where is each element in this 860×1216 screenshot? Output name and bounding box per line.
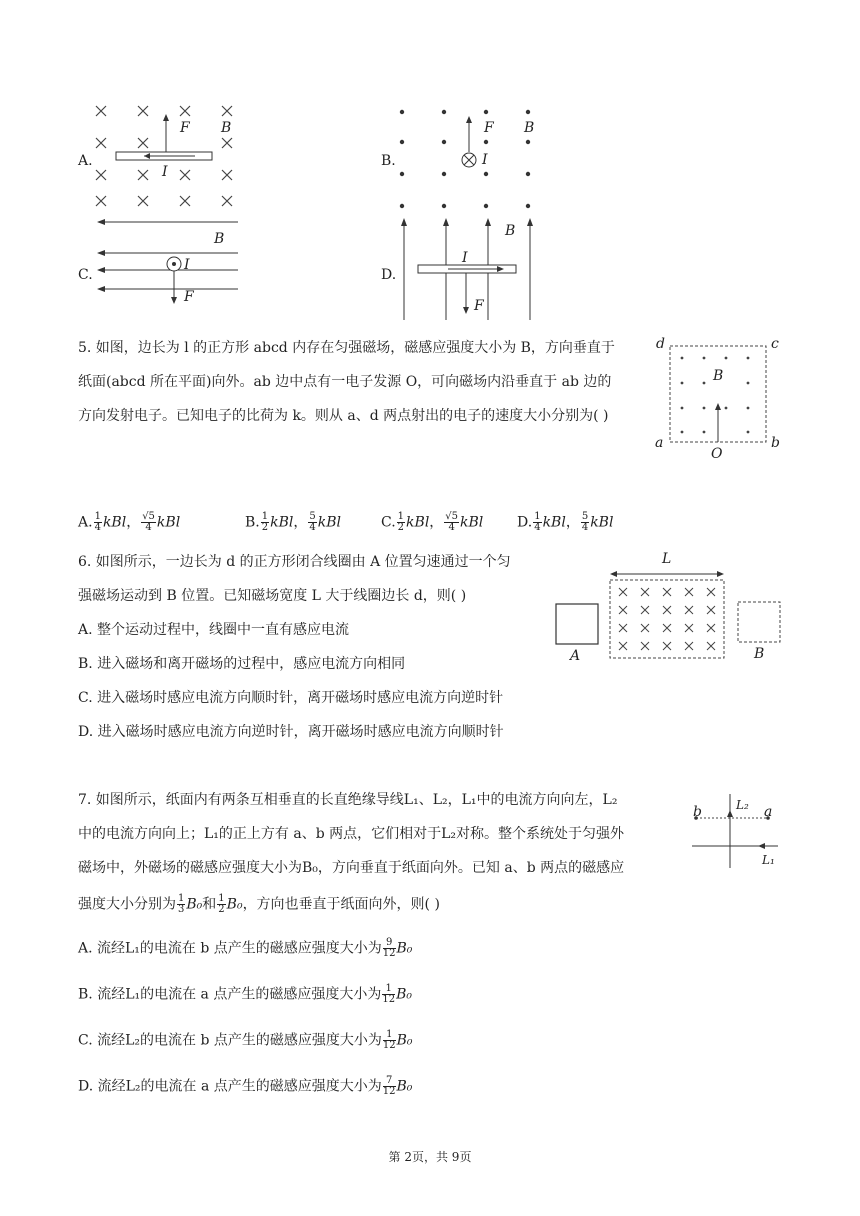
q4-a-B: B <box>221 120 232 136</box>
q7-fig-a: a <box>764 804 773 820</box>
q5-stem-line3: 方向发射电子。已知电子的比荷为 k。则从 a、d 两点射出的电子的速度大小分别为( ) <box>78 408 609 424</box>
q5-option-b: B. $\frac{1}{2}$ kBl， $\frac{5}{4}$ kBl <box>245 511 341 533</box>
page-footer: 第 2页，共 9页 <box>388 1150 472 1164</box>
q4-c-F: F <box>184 289 194 305</box>
q4-c-B: B <box>214 231 225 247</box>
q5-fig-d: d <box>656 336 665 352</box>
q4-a-F: F <box>180 120 190 136</box>
q4-option-b-label: B. <box>381 153 396 169</box>
q5-stem-line1: 5. 如图，边长为 l 的正方形 abcd 内存在匀强磁场，磁感应强度大小为 B，方向垂直于 <box>78 340 615 356</box>
q6-option-c: C. 进入磁场时感应电流方向顺时针，离开磁场时感应电流方向逆时针 <box>78 690 504 706</box>
q6-fig-A: A <box>570 648 581 664</box>
q5-fig-c: c <box>771 336 779 352</box>
q4-d-I: I <box>462 250 468 266</box>
q7-stem-line4: 强度大小分别为 $\frac{1}{3}$ B₀和 $\frac{1}{2}$ B₀，方向也垂直于纸面向外，则( ) <box>78 893 440 915</box>
q7-stem-line2: 中的电流方向向上；L₁的正上方有 a、b 两点，它们相对于L₂对称。整个系统处于匀强外 <box>78 826 625 842</box>
q6-stem-line1: 6. 如图所示，一边长为 d 的正方形闭合线圈由 A 位置匀速通过一个匀 <box>78 554 511 570</box>
q5-fig-O: O <box>711 446 723 462</box>
q4-d-F: F <box>474 298 484 314</box>
q5-option-c: C. $\frac{1}{2}$ kBl， $\frac{√5}{4}$ kBl <box>381 511 484 533</box>
q4-a-I: I <box>162 164 168 180</box>
q7-stem-line1: 7. 如图所示，纸面内有两条互相垂直的长直绝缘导线L₁、L₂，L₁中的电流方向向左，L₂ <box>78 792 618 808</box>
q7-fig-b: b <box>693 804 702 820</box>
q4-option-d-label: D. <box>381 267 397 283</box>
q6-fig-B: B <box>754 646 765 662</box>
q6-option-a: A. 整个运动过程中，线圈中一直有感应电流 <box>78 622 350 638</box>
q6-option-d: D. 进入磁场时感应电流方向逆时针，离开磁场时感应电流方向顺时针 <box>78 724 504 740</box>
q4-b-I: I <box>482 152 488 168</box>
q5-stem-line2: 纸面(abcd 所在平面)向外。ab 边中点有一电子发源 O，可向磁场内沿垂直于 ab 边的 <box>78 374 612 390</box>
q5-fig-b: b <box>771 435 780 451</box>
q5-option-d: D. $\frac{1}{4}$ kBl， $\frac{5}{4}$ kBl <box>517 511 614 533</box>
q4-option-b-figure <box>395 104 545 214</box>
q7-fig-L2: L₂ <box>736 798 749 812</box>
q4-option-d-figure <box>396 214 546 324</box>
q4-option-a-label: A. <box>78 153 93 169</box>
q4-b-F: F <box>484 120 494 136</box>
q5-option-a: A. $\frac{1}{4}$ kBl， $\frac{√5}{4}$ kBl <box>78 511 181 533</box>
q4-option-c-label: C. <box>78 267 93 283</box>
q7-option-a: A. 流经L₁的电流在 b 点产生的磁感应强度大小为 $\frac{9}{12}$ B₀ <box>78 937 413 959</box>
q7-stem-line3: 磁场中，外磁场的磁感应强度大小为B₀，方向垂直于纸面向外。已知 a、b 两点的磁感应 <box>78 860 625 876</box>
q4-option-a-figure <box>90 100 240 220</box>
q4-b-B: B <box>524 120 535 136</box>
q7-option-d: D. 流经L₂的电流在 a 点产生的磁感应强度大小为 $\frac{7}{12}$ B₀ <box>78 1075 413 1097</box>
q7-fig-L1: L₁ <box>762 853 775 867</box>
q4-d-B: B <box>505 223 516 239</box>
q4-c-I: I <box>184 257 190 273</box>
q5-fig-a: a <box>655 435 664 451</box>
q6-option-b: B. 进入磁场和离开磁场的过程中，感应电流方向相同 <box>78 656 406 672</box>
q6-fig-L: L <box>662 551 672 567</box>
q4-option-c-figure <box>94 212 242 312</box>
q5-fig-B: B <box>713 368 724 384</box>
q6-stem-line2: 强磁场运动到 B 位置。已知磁场宽度 L 大于线圈边长 d，则( ) <box>78 588 467 604</box>
q7-option-c: C. 流经L₂的电流在 b 点产生的磁感应强度大小为 $\frac{1}{12}$ B₀ <box>78 1029 413 1051</box>
q7-option-b: B. 流经L₁的电流在 a 点产生的磁感应强度大小为 $\frac{1}{12}$ B₀ <box>78 983 412 1005</box>
